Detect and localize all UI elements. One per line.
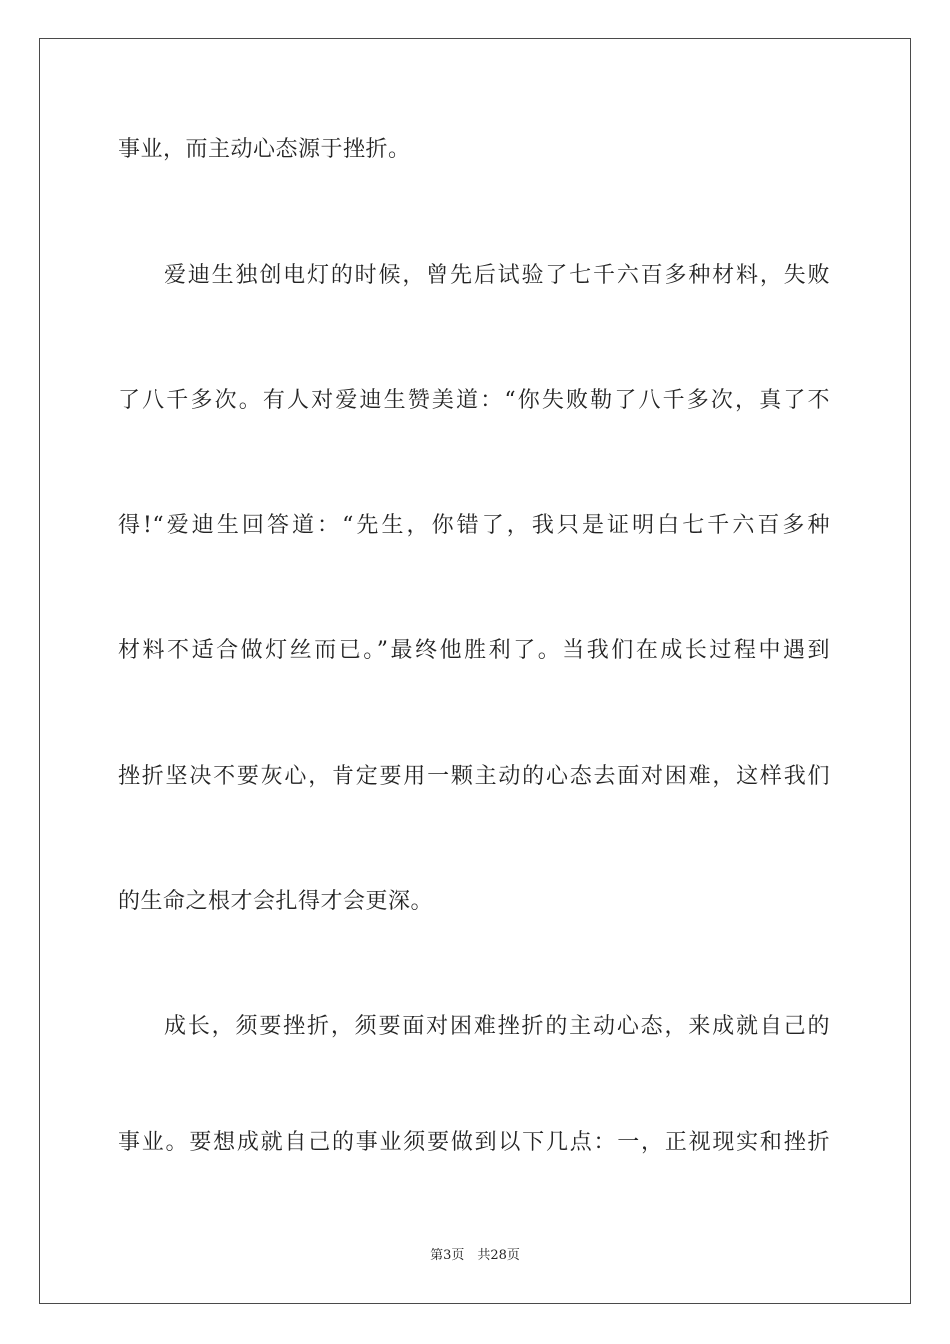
page-number: 第3页 共28页 [430,1248,520,1263]
text-line-7: 的生命之根才会扎得才会更深。 [118,889,434,914]
text-line-3: 了八千多次。有人对爱迪生赞美道：“你失败勒了八千多次，真了不 [118,388,830,413]
page-border [39,38,911,1304]
text-line-4: 得!“爱迪生回答道：“先生，你错了，我只是证明白七千六百多种 [118,513,830,538]
text-line-8: 成长，须要挫折，须要面对困难挫折的主动心态，来成就自己的 [164,1014,830,1039]
text-line-9: 事业。要想成就自己的事业须要做到以下几点：一，正视现实和挫折 [118,1130,830,1155]
text-line-6: 挫折坚决不要灰心，肯定要用一颗主动的心态去面对困难，这样我们 [118,764,830,789]
text-line-2: 爱迪生独创电灯的时候，曾先后试验了七千六百多种材料，失败 [164,263,830,288]
text-line-5: 材料不适合做灯丝而已。”最终他胜利了。当我们在成长过程中遇到 [118,638,830,663]
text-line-1: 事业，而主动心态源于挫折。 [118,137,411,162]
